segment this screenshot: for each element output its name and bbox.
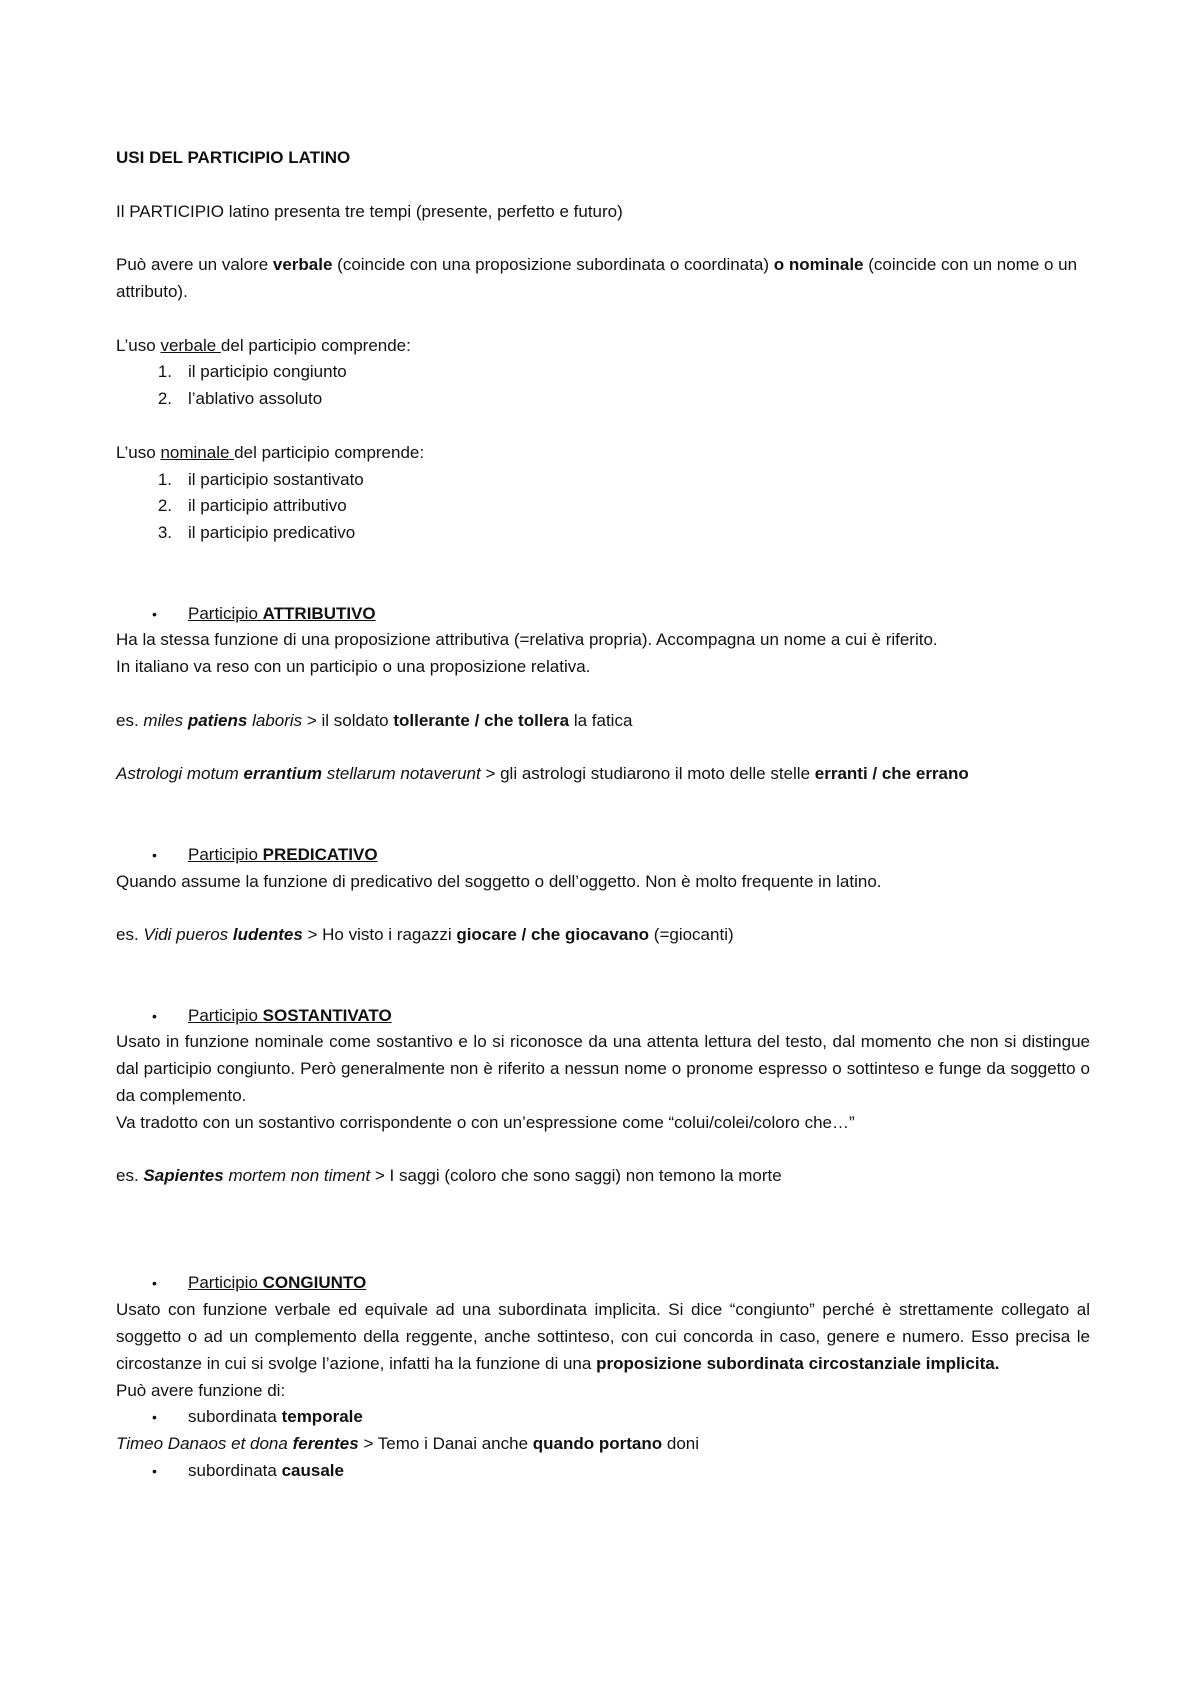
bullet-icon: • <box>152 846 157 863</box>
predicativo-description: Quando assume la funzione di predicativo del soggetto o dell’oggetto. Non è molto frequente in latino. <box>116 871 882 891</box>
bullet-icon: • <box>152 1463 157 1480</box>
attributivo-description-2: In italiano va reso con un participio o una proposizione relativa. <box>116 657 591 677</box>
bullet-icon: • <box>152 1409 157 1426</box>
sostantivato-example: es. Sapientes mortem non timent > I saggi (coloro che sono saggi) non temono la morte <box>116 1166 782 1186</box>
attributivo-example-2: Astrologi motum errantium stellarum notaverunt > gli astrologi studiarono il moto delle stelle erranti / che errano <box>116 764 969 784</box>
uso-nominale-intro: L’uso nominale del participio comprende: <box>116 442 425 462</box>
list-item: 2. il participio attributivo <box>157 496 347 516</box>
valore-paragraph: Può avere un valore verbale (coincide con una proposizione subordinata o coordinata) o nominale (coincide con un nome o un attributo). <box>116 255 1078 301</box>
bullet-icon: • <box>152 1275 157 1292</box>
section-heading-congiunto: • Participio CONGIUNTO <box>116 1270 1090 1297</box>
document-title: USI DEL PARTICIPIO LATINO <box>116 148 351 167</box>
intro-paragraph: Il PARTICIPIO latino presenta tre tempi (presente, perfetto e futuro) <box>116 201 623 221</box>
section-heading-predicativo: • Participio PREDICATIVO <box>116 842 1090 869</box>
uso-verbale-intro: L’uso verbale del participio comprende: <box>116 335 411 355</box>
section-heading-sostantivato: • Participio SOSTANTIVATO <box>116 1003 1090 1030</box>
congiunto-temporale-list <box>116 1404 1090 1431</box>
sostantivato-heading-list <box>116 1003 1090 1030</box>
congiunto-funzione: Può avere funzione di: <box>116 1380 286 1400</box>
congiunto-heading-list <box>116 1270 1090 1297</box>
attributivo-heading-list <box>116 601 1090 628</box>
uso-verbale-list <box>116 359 1090 413</box>
section-heading-attributivo: • Participio ATTRIBUTIVO <box>116 601 1090 628</box>
list-item: 1. il participio congiunto <box>157 362 347 382</box>
attributivo-description: Ha la stessa funzione di una proposizione attributiva (=relativa propria). Accompagna un nome a cui è riferito. <box>116 630 938 650</box>
sostantivato-description: Usato in funzione nominale come sostantivo e lo si riconosce da una attenta lettura del testo, dal momento che non si distingue dal participio congiunto. Però generalmente non è riferito a nessun nome o pronome espresso o sottinteso e funge da soggetto o da complemento. <box>116 1032 1090 1105</box>
congiunto-causale-list <box>116 1458 1090 1485</box>
attributivo-example-1: es. miles patiens laboris > il soldato tollerante / che tollera la fatica <box>116 710 633 730</box>
congiunto-example: Timeo Danaos et dona ferentes > Temo i Danai anche quando portano doni <box>116 1434 700 1454</box>
list-item: 3. il participio predicativo <box>157 523 356 543</box>
predicativo-heading-list <box>116 842 1090 869</box>
list-item: • subordinata temporale <box>116 1404 1090 1431</box>
congiunto-description: Usato con funzione verbale ed equivale ad una subordinata implicita. Si dice “congiunto” perché è strettamente collegato al soggetto o ad un complemento della reggente, anche sottinteso, con cui concorda in caso, genere e numero. Esso precisa le circostanze in cui si svolge l’azione, infatti ha la funzione di una proposizione subordinata circostanziale implicita. <box>116 1300 1090 1373</box>
uso-nominale-list <box>116 467 1090 547</box>
bullet-icon: • <box>152 1007 157 1024</box>
list-item: 1. il participio sostantivato <box>157 469 364 489</box>
list-item: 2. l’ablativo assoluto <box>157 389 323 409</box>
predicativo-example: es. Vidi pueros ludentes > Ho visto i ragazzi giocare / che giocavano (=giocanti) <box>116 925 734 945</box>
list-item: • subordinata causale <box>116 1458 1090 1485</box>
sostantivato-description-2: Va tradotto con un sostantivo corrispondente o con un’espressione come “colui/colei/coloro che…” <box>116 1112 855 1132</box>
bullet-icon: • <box>152 605 157 622</box>
